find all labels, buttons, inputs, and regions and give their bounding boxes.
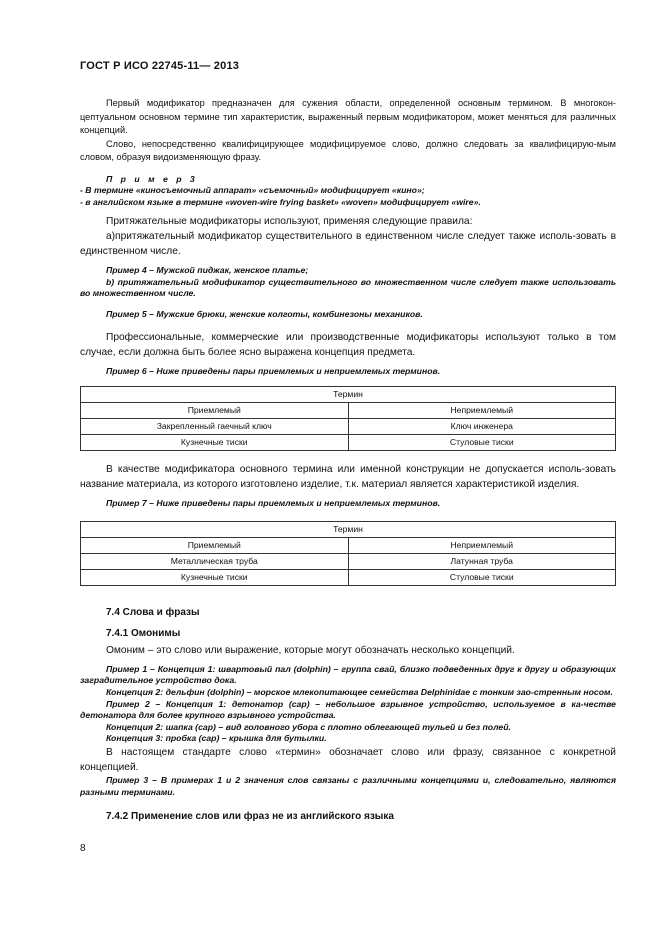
table-header-acceptable: Приемлемый <box>81 537 349 553</box>
table-header-acceptable: Приемлемый <box>81 403 349 419</box>
table-cell: Латунная труба <box>348 553 616 569</box>
table-cell: Кузнечные тиски <box>81 569 349 585</box>
table-cell: Закрепленный гаечный ключ <box>81 419 349 435</box>
example-line: Концепция 2: шапка (cap) – вид головного убора с плотно облегающей тульей и без полей. <box>106 721 511 732</box>
paragraph: Слово, непосредственно квалифицирующее модифицируемое слово, должно следовать за квалифицирую-мым словом, образуя видоизменяющую фразу. <box>80 138 616 162</box>
terms-table-2 <box>80 521 616 586</box>
table-caption: Термин <box>81 387 616 403</box>
table-cell: Кузнечные тиски <box>81 435 349 451</box>
table-row <box>81 435 616 451</box>
example-line: Пример 2 – Концепция 1: детонатор (cap) – небольшое взрывное устройство, используемое в ка-честве детонатора для более крупного взрывного устройства. <box>80 698 616 721</box>
subsection-heading: 7.4.2 Применение слов или фраз не из английского языка <box>106 811 394 823</box>
table-cell: Металлическая труба <box>81 553 349 569</box>
paragraph: Притяжательные модификаторы используют, применяя следующие правила: <box>106 216 473 228</box>
example-line: Пример 4 – Мужской пиджак, женское платье; <box>106 265 309 276</box>
table-row <box>81 419 616 435</box>
example-line: Концепция 3: пробка (cap) – крышка для бутылки. <box>106 733 327 744</box>
paragraph: Профессиональные, коммерческие или производственные модификаторы используют только в том случае, если должна быть более ясно выражена концепция предмета. <box>80 331 616 358</box>
document-body <box>80 97 616 824</box>
table-header-unacceptable: Неприемлемый <box>348 537 616 553</box>
example-line: b) притяжательный модификатор существительного во множественном числе следует также использовать во множественном числе. <box>80 276 616 299</box>
section-heading: 7.4 Слова и фразы <box>106 606 200 618</box>
table-row <box>81 569 616 585</box>
paragraph: В настоящем стандарте слово «термин» обозначает слово или фразу, связанное с конкретной концепцией. <box>80 747 616 773</box>
table-cell: Стуловые тиски <box>348 435 616 451</box>
example-line: Концепция 2: дельфин (dolphin) – морское млекопитающее семейства Delphinidae с тонким зао-стренным носом. <box>106 687 613 698</box>
document-header: ГОСТ Р ИСО 22745-11— 2013 <box>80 60 240 72</box>
paragraph: В качестве модификатора основного термина или именной конструкции не допускается исполь-зовать название материала, из которого изготовлено изделие, т.к. материал является характеристикой изделия. <box>80 464 616 491</box>
table-cell: Стуловые тиски <box>348 569 616 585</box>
paragraph: а)притяжательный модификатор существительного в единственном числе следует также исполь-зовать в единственном числе. <box>80 231 616 258</box>
example-title: П р и м е р 3 <box>106 173 198 184</box>
table-row <box>81 553 616 569</box>
table-cell: Ключ инженера <box>348 419 616 435</box>
example-line: Пример 1 – Концепция 1: швартовый пал (dolphin) – группа свай, близко подведенных друг к другу и образующих заградительное устройство дока. <box>80 663 616 686</box>
example-line: - в английском языке в термине «woven-wire frying basket» «woven» модифицирует «wire». <box>80 196 481 207</box>
example-line: Пример 7 – Ниже приведены пары приемлемых и неприемлемых терминов. <box>106 498 441 509</box>
paragraph: Омоним – это слово или выражение, которые могут обозначать несколько концепций. <box>106 644 515 656</box>
example-line: Пример 6 – Ниже приведены пары приемлемых и неприемлемых терминов. <box>106 365 441 376</box>
page-number: 8 <box>80 843 86 854</box>
table-caption: Термин <box>81 521 616 537</box>
example-line: Пример 3 – В примерах 1 и 2 значения слов связаны с различными концепциями и, следовательно, являются разными терминами. <box>80 775 616 797</box>
terms-table-1 <box>80 386 616 451</box>
example-line: Пример 5 – Мужские брюки, женские колготы, комбинезоны механиков. <box>106 309 423 320</box>
table-header-unacceptable: Неприемлемый <box>348 403 616 419</box>
subsection-heading: 7.4.1 Омонимы <box>106 628 181 640</box>
paragraph: Первый модификатор предназначен для сужения области, определенной основным термином. В многокон-цептуальном основном термине тип характеристик, выраженный первым модификатором, может меняться для различных концепций. <box>80 98 616 135</box>
example-line: - В термине «киносъемочный аппарат» «съемочный» модифицирует «кино»; <box>80 185 425 196</box>
